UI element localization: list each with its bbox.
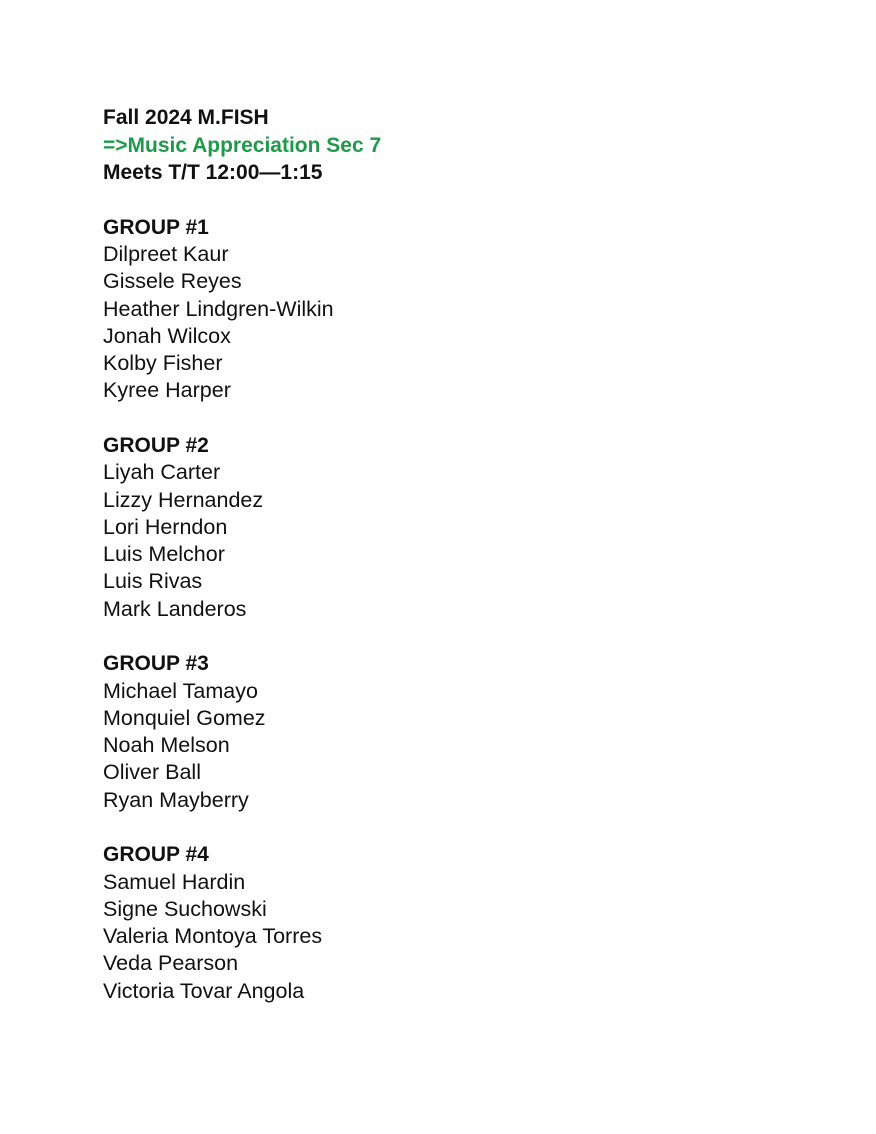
group-title: GROUP #4 (103, 843, 209, 867)
course-title: =>Music Appreciation Sec 7 (103, 133, 382, 157)
member-name: Monquiel Gomez (103, 705, 266, 730)
member-name: Signe Suchowski (103, 896, 267, 921)
group-3 (103, 650, 803, 814)
member-list (103, 241, 803, 405)
member-name: Dilpreet Kaur (103, 242, 229, 266)
term-title: Fall 2024 M.FISH (103, 106, 269, 129)
member-name: Liyah Carter (103, 460, 221, 485)
member-name: Jonah Wilcox (103, 323, 231, 348)
member-name: Victoria Tovar Angola (103, 978, 305, 1003)
member-list (103, 869, 803, 1005)
member-name: Noah Melson (103, 733, 230, 758)
member-name: Valeria Montoya Torres (103, 924, 323, 949)
group-2 (103, 432, 803, 623)
group-4 (103, 841, 803, 1005)
document-header (103, 104, 803, 187)
member-name: Kolby Fisher (103, 351, 223, 376)
member-name: Mark Landeros (103, 596, 247, 621)
member-name: Luis Rivas (103, 569, 203, 594)
member-name: Lizzy Hernandez (103, 487, 264, 512)
group-title: GROUP #1 (103, 215, 209, 239)
group-1 (103, 214, 803, 405)
member-list (103, 678, 803, 814)
member-name: Luis Melchor (103, 542, 225, 567)
group-title: GROUP #3 (103, 652, 209, 676)
member-name: Oliver Ball (103, 760, 201, 785)
member-name: Ryan Mayberry (103, 787, 249, 812)
member-name: Gissele Reyes (103, 269, 242, 294)
member-name: Michael Tamayo (103, 678, 258, 703)
member-name: Kyree Harper (103, 378, 231, 403)
member-name: Lori Herndon (103, 514, 228, 539)
member-list (103, 459, 803, 623)
member-name: Veda Pearson (103, 951, 239, 976)
member-name: Heather Lindgren-Wilkin (103, 296, 334, 321)
meeting-schedule: Meets T/T 12:00—1:15 (103, 161, 323, 184)
document-body (103, 104, 803, 1005)
group-title: GROUP #2 (103, 433, 209, 457)
member-name: Samuel Hardin (103, 869, 246, 894)
